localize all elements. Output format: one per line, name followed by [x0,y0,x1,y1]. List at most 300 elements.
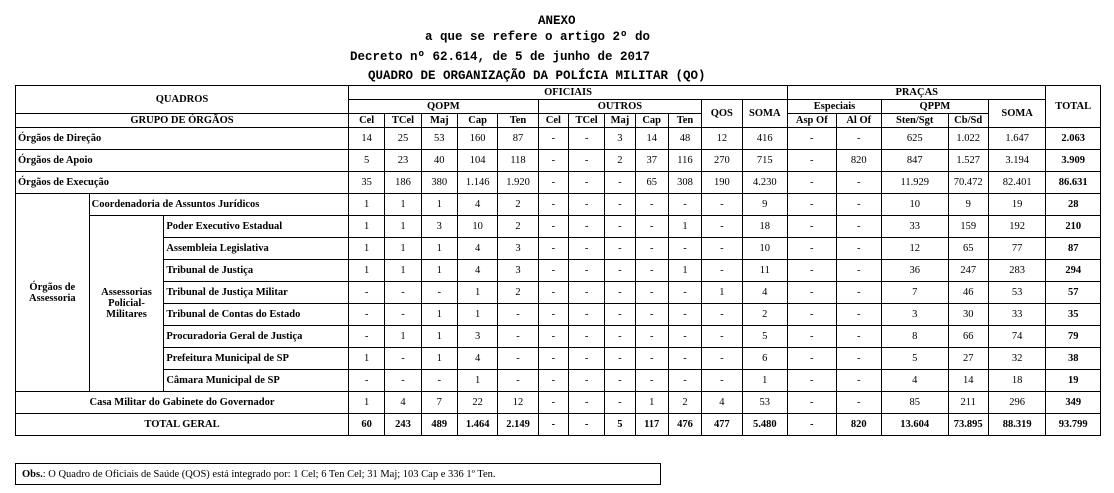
decree-line: Decreto nº 62.614, de 5 de junho de 2017 [350,50,651,64]
cell: - [635,370,668,392]
cell: - [635,326,668,348]
header-grupo: GRUPO DE ÓRGÃOS [16,114,349,128]
cell: 625 [881,128,948,150]
col-header: Maj [605,114,635,128]
cell: - [538,370,568,392]
cell: 30 [948,304,988,326]
cell: 1.022 [948,128,988,150]
cell: - [568,304,604,326]
cell: - [788,128,836,150]
cell: 211 [948,392,988,414]
cell: 1 [385,326,421,348]
cell: - [568,216,604,238]
header-total: TOTAL [1046,86,1101,128]
cell: - [836,194,881,216]
cell: 820 [836,150,881,172]
cell: 60 [348,414,384,436]
cell: 25 [385,128,421,150]
cell: - [421,282,457,304]
total-row [16,414,1101,436]
header-pracas: PRAÇAS [788,86,1046,100]
table-row [16,348,1101,370]
cell: 380 [421,172,457,194]
cell: 3 [498,238,538,260]
cell: 37 [635,150,668,172]
cell: 270 [702,150,742,172]
table-row [16,216,1101,238]
cell: - [836,304,881,326]
cell: 2 [498,216,538,238]
cell: - [538,392,568,414]
cell: 2 [498,282,538,304]
cell: 66 [948,326,988,348]
cell: 65 [635,172,668,194]
cell: 3 [457,326,497,348]
cell: - [836,326,881,348]
cell: 4 [385,392,421,414]
cell: 3 [421,216,457,238]
cell: 416 [742,128,788,150]
table-row [16,128,1101,150]
col-header: TCel [385,114,421,128]
cell: - [788,172,836,194]
cell: - [836,282,881,304]
group-assessorias-pm: Assessorias Policial-Militares [89,216,164,392]
cell: - [836,128,881,150]
cell: - [538,260,568,282]
cell: - [348,326,384,348]
cell: 1 [348,260,384,282]
header-oficiais: OFICIAIS [348,86,787,100]
cell: - [702,260,742,282]
cell: - [538,282,568,304]
total-cell: 3.909 [1046,150,1101,172]
cell: 82.401 [988,172,1046,194]
cell: - [788,282,836,304]
cell: 118 [498,150,538,172]
cell: 48 [668,128,701,150]
header-qos: QOS [702,100,742,128]
cell: - [348,282,384,304]
cell: 1 [635,392,668,414]
cell: - [385,370,421,392]
col-header: Cap [457,114,497,128]
cell: 1.920 [498,172,538,194]
cell: - [788,150,836,172]
cell: - [635,260,668,282]
row-label: Assembleia Legislativa [164,238,349,260]
cell: - [568,238,604,260]
row-label: Prefeitura Municipal de SP [164,348,349,370]
col-header: Cel [538,114,568,128]
table-title: QUADRO DE ORGANIZAÇÃO DA POLÍCIA MILITAR (QO) [368,69,706,83]
total-cell: 2.063 [1046,128,1101,150]
cell: - [498,326,538,348]
cell: 7 [881,282,948,304]
cell: - [538,326,568,348]
cell: 36 [881,260,948,282]
total-cell: 210 [1046,216,1101,238]
total-cell: 86.631 [1046,172,1101,194]
cell: - [605,326,635,348]
cell: - [605,282,635,304]
row-label: Tribunal de Contas do Estado [164,304,349,326]
cell: - [538,128,568,150]
cell: 11 [742,260,788,282]
obs-text: : O Quadro de Oficiais de Saúde (QOS) está integrado por: 1 Cel; 6 Ten Cel; 31 Maj; 103 Cap e 336 1º Ten. [42,469,496,480]
cell: - [348,304,384,326]
cell: - [538,194,568,216]
cell: - [568,150,604,172]
cell: 22 [457,392,497,414]
cell: 5 [605,414,635,436]
cell: 1 [348,194,384,216]
cell: 5 [881,348,948,370]
total-cell: 57 [1046,282,1101,304]
cell: - [702,348,742,370]
cell: 46 [948,282,988,304]
header-outros: OUTROS [538,100,701,114]
total-cell: 294 [1046,260,1101,282]
cell: - [605,392,635,414]
cell: 4 [702,392,742,414]
cell: - [788,304,836,326]
cell: 1 [668,216,701,238]
col-header: Sten/Sgt [881,114,948,128]
cell: - [605,260,635,282]
cell: - [538,348,568,370]
cell: - [635,194,668,216]
cell: 4 [457,194,497,216]
cell: - [385,282,421,304]
header-soma-pracas: SOMA [988,100,1046,128]
cell: 4 [457,238,497,260]
cell: - [836,370,881,392]
cell: 10 [881,194,948,216]
cell: 1 [457,282,497,304]
cell: 847 [881,150,948,172]
cell: - [568,282,604,304]
cell: 70.472 [948,172,988,194]
cell: 18 [988,370,1046,392]
cell: - [836,392,881,414]
cell: - [702,304,742,326]
cell: - [702,326,742,348]
cell: - [605,348,635,370]
cell: - [605,238,635,260]
header-qppm: QPPM [881,100,988,114]
cell: 1 [702,282,742,304]
cell: - [668,282,701,304]
cell: 11.929 [881,172,948,194]
cell: - [788,348,836,370]
cell: - [568,326,604,348]
row-label: Tribunal de Justiça Militar [164,282,349,304]
cell: - [788,414,836,436]
cell: 18 [742,216,788,238]
cell: 1 [457,304,497,326]
cell: 308 [668,172,701,194]
cell: - [668,304,701,326]
cell: - [568,260,604,282]
cell: 85 [881,392,948,414]
cell: - [538,414,568,436]
obs-label: Obs. [22,469,43,480]
cell: 117 [635,414,668,436]
cell: 32 [988,348,1046,370]
cell: - [836,216,881,238]
cell: - [605,172,635,194]
cell: 53 [421,128,457,150]
cell: 296 [988,392,1046,414]
cell: 10 [742,238,788,260]
row-label: Câmara Municipal de SP [164,370,349,392]
annex-reference: a que se refere o artigo 2º do [425,30,651,44]
cell: 192 [988,216,1046,238]
cell: - [788,238,836,260]
cell: 12 [881,238,948,260]
header-qopm: QOPM [348,100,538,114]
total-cell: 38 [1046,348,1101,370]
cell: - [635,216,668,238]
cell: 7 [421,392,457,414]
cell: 14 [348,128,384,150]
cell: 1 [421,304,457,326]
cell: 1 [457,370,497,392]
cell: 13.604 [881,414,948,436]
cell: 14 [948,370,988,392]
annex-title: ANEXO [538,14,576,28]
cell: 4 [457,348,497,370]
total-cell: 28 [1046,194,1101,216]
cell: - [788,326,836,348]
cell: 489 [421,414,457,436]
cell: - [605,304,635,326]
cell: 3 [605,128,635,150]
total-cell: 87 [1046,238,1101,260]
cell: 1.647 [988,128,1046,150]
cell: 2.149 [498,414,538,436]
cell: 1 [348,216,384,238]
cell: 4 [742,282,788,304]
col-header: Asp Of [788,114,836,128]
cell: 1.146 [457,172,497,194]
cell: - [702,370,742,392]
cell: 40 [421,150,457,172]
total-cell: 35 [1046,304,1101,326]
organization-table [15,85,1101,436]
cell: 4 [457,260,497,282]
cell: - [788,260,836,282]
row-label: TOTAL GERAL [16,414,349,436]
cell: - [788,194,836,216]
col-header: TCel [568,114,604,128]
cell: 1 [421,260,457,282]
table-row [16,238,1101,260]
cell: - [348,370,384,392]
cell: - [702,238,742,260]
cell: 1 [348,238,384,260]
col-header: Ten [498,114,538,128]
cell: 820 [836,414,881,436]
cell: 477 [702,414,742,436]
col-header: Cel [348,114,384,128]
cell: - [788,216,836,238]
cell: 2 [498,194,538,216]
col-header: Maj [421,114,457,128]
cell: - [668,238,701,260]
cell: - [702,216,742,238]
cell: 10 [457,216,497,238]
col-header: Ten [668,114,701,128]
cell: - [568,348,604,370]
table-row [16,326,1101,348]
total-cell: 349 [1046,392,1101,414]
cell: - [568,172,604,194]
col-header: Cap [635,114,668,128]
cell: - [568,414,604,436]
cell: - [498,304,538,326]
header-quadros: QUADROS [16,86,349,114]
cell: - [538,216,568,238]
cell: - [836,348,881,370]
cell: 3.194 [988,150,1046,172]
cell: - [568,370,604,392]
cell: 14 [635,128,668,150]
cell: 1 [385,194,421,216]
cell: 1.464 [457,414,497,436]
table-row [16,150,1101,172]
cell: - [635,304,668,326]
cell: - [605,370,635,392]
cell: - [702,194,742,216]
cell: 19 [988,194,1046,216]
table-row [16,172,1101,194]
cell: 9 [948,194,988,216]
cell: - [668,194,701,216]
table-row [16,370,1101,392]
header-especiais: Especiais [788,100,882,114]
cell: - [568,194,604,216]
row-label: Coordenadoria de Assuntos Jurídicos [89,194,348,216]
cell: 476 [668,414,701,436]
header-soma-oficiais: SOMA [742,100,788,128]
cell: 65 [948,238,988,260]
cell: 1 [348,392,384,414]
cell: - [568,128,604,150]
cell: 1 [421,194,457,216]
cell: - [421,370,457,392]
cell: 116 [668,150,701,172]
cell: - [788,392,836,414]
cell: - [836,172,881,194]
cell: 5 [742,326,788,348]
cell: 1 [421,348,457,370]
total-cell: 19 [1046,370,1101,392]
cell: - [538,304,568,326]
cell: 5 [348,150,384,172]
cell: 53 [988,282,1046,304]
cell: 73.895 [948,414,988,436]
cell: - [498,348,538,370]
cell: - [836,260,881,282]
cell: 159 [948,216,988,238]
table-row [16,194,1101,216]
cell: 2 [668,392,701,414]
cell: 243 [385,414,421,436]
cell: 23 [385,150,421,172]
row-label: Órgãos de Execução [16,172,349,194]
cell: 1 [348,348,384,370]
cell: 247 [948,260,988,282]
group-orgaos-assessoria: Órgãos de Assessoria [16,194,90,392]
cell: - [385,348,421,370]
cell: 283 [988,260,1046,282]
row-label: Órgãos de Apoio [16,150,349,172]
cell: 190 [702,172,742,194]
cell: 1 [742,370,788,392]
cell: - [538,150,568,172]
row-label: Tribunal de Justiça [164,260,349,282]
cell: 4 [881,370,948,392]
cell: 12 [702,128,742,150]
cell: - [635,348,668,370]
cell: 53 [742,392,788,414]
cell: 3 [881,304,948,326]
cell: 88.319 [988,414,1046,436]
cell: 27 [948,348,988,370]
cell: 715 [742,150,788,172]
cell: 87 [498,128,538,150]
cell: - [538,238,568,260]
cell: - [538,172,568,194]
row-label: Procuradoria Geral de Justiça [164,326,349,348]
cell: - [668,326,701,348]
table-row [16,392,1101,414]
cell: 12 [498,392,538,414]
cell: 33 [988,304,1046,326]
cell: 74 [988,326,1046,348]
cell: - [385,304,421,326]
cell: - [788,370,836,392]
cell: 1 [385,238,421,260]
cell: 4.230 [742,172,788,194]
total-cell: 79 [1046,326,1101,348]
cell: - [668,348,701,370]
table-row [16,260,1101,282]
cell: 6 [742,348,788,370]
total-cell: 93.799 [1046,414,1101,436]
col-header: Cb/Sd [948,114,988,128]
cell: 9 [742,194,788,216]
cell: 33 [881,216,948,238]
cell: 1 [421,238,457,260]
observation-note [15,463,661,485]
row-label: Casa Militar do Gabinete do Governador [16,392,349,414]
table-row [16,282,1101,304]
cell: 2 [742,304,788,326]
cell: 104 [457,150,497,172]
cell: 186 [385,172,421,194]
cell: 160 [457,128,497,150]
cell: 1 [668,260,701,282]
cell: 1 [421,326,457,348]
row-label: Órgãos de Direção [16,128,349,150]
cell: - [568,392,604,414]
cell: - [836,238,881,260]
row-label: Poder Executivo Estadual [164,216,349,238]
cell: 8 [881,326,948,348]
